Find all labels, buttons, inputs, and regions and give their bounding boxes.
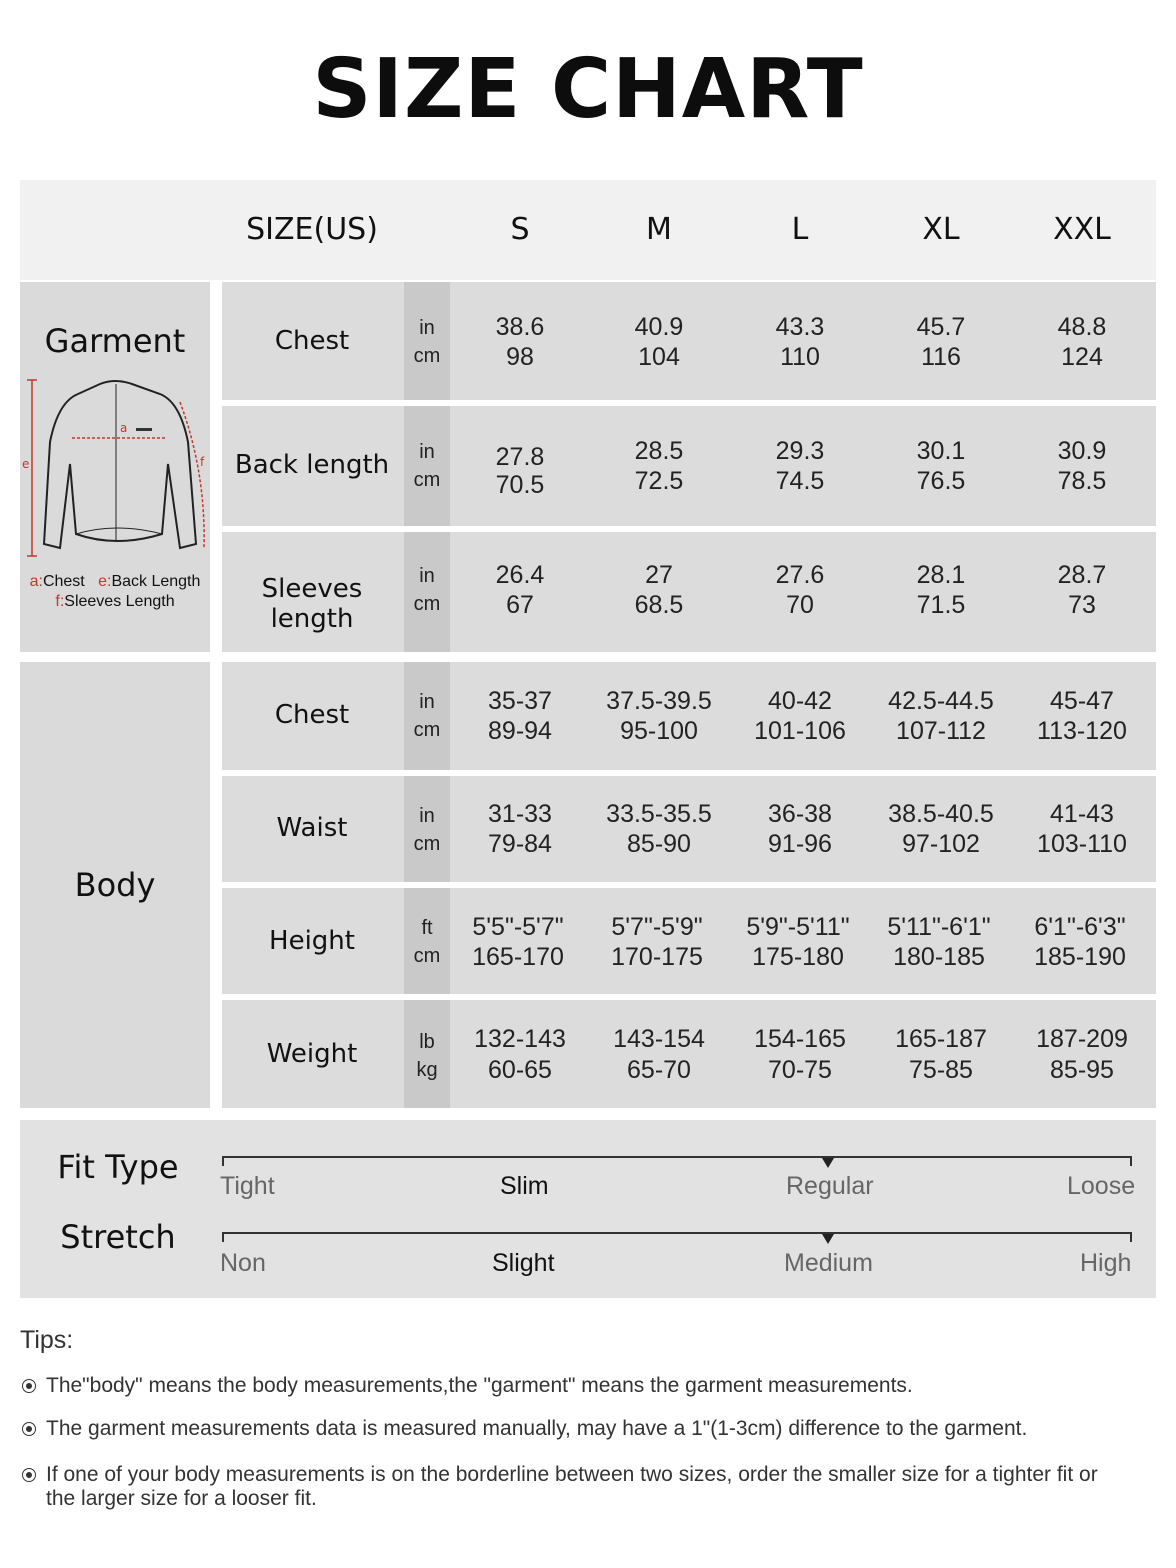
legend-key-e: e: [98, 573, 112, 590]
cell-value: 107-112 [896, 717, 986, 745]
cell-value: 5'11"-6'1" [887, 913, 991, 941]
fit-option: Tight [220, 1172, 275, 1200]
cell-value: 71.5 [916, 591, 966, 619]
cell-value: 30.9 [1057, 437, 1107, 465]
unit-primary: ft [421, 917, 433, 939]
cell-value: 175-180 [752, 943, 844, 971]
cell-value: 91-96 [768, 830, 832, 858]
diagram-letter-e: e [22, 457, 30, 471]
legend-key-f: f: [55, 593, 65, 610]
tip-item [22, 1417, 1162, 1441]
cell-value: 40-42 [768, 687, 832, 715]
cell-value: 42.5-44.5 [888, 687, 994, 715]
unit-primary: in [419, 691, 435, 713]
cell-value: 165-187 [895, 1025, 987, 1053]
cell-value: 40.9 [634, 313, 684, 341]
cell-value: 79-84 [488, 830, 552, 858]
cell-value: 45-47 [1050, 687, 1114, 715]
fit-option: Loose [1067, 1172, 1136, 1200]
cell-value: 85-95 [1050, 1056, 1114, 1084]
cell-value: 73 [1068, 591, 1096, 619]
cell-value: 27.8 [495, 443, 545, 471]
stretch-label: Stretch [60, 1218, 176, 1256]
cell-value: 5'5"-5'7" [472, 913, 564, 941]
diagram-legend [20, 572, 210, 612]
cell-value: 29.3 [775, 437, 825, 465]
cell-value: 104 [638, 343, 680, 371]
cell-value: 27.6 [775, 561, 825, 589]
cell-value: 72.5 [634, 467, 684, 495]
cell-value: 85-90 [627, 830, 691, 858]
bullet-icon [22, 1468, 36, 1482]
cell-value: 70-75 [768, 1056, 832, 1084]
legend-text-f: Sleeves Length [64, 593, 175, 610]
cell-value: 185-190 [1034, 943, 1126, 971]
size-xl-header: XL [922, 212, 960, 247]
diagram-letter-f: f [200, 455, 205, 469]
cell-value: 5'9"-5'11" [746, 913, 850, 941]
cell-value: 165-170 [472, 943, 564, 971]
cell-value: 60-65 [488, 1056, 552, 1084]
fit-marker-icon [822, 1158, 834, 1168]
tips-title: Tips: [20, 1326, 74, 1354]
row-label-waist: Waist [276, 813, 348, 843]
cell-value: 31-33 [488, 800, 552, 828]
cell-value: 33.5-35.5 [606, 800, 712, 828]
bullet-icon [22, 1379, 36, 1393]
cell-value: 48.8 [1057, 313, 1107, 341]
bullet-icon [22, 1422, 36, 1436]
cell-value: 37.5-39.5 [606, 687, 712, 715]
cell-value: 132-143 [474, 1025, 566, 1053]
cell-value: 97-102 [902, 830, 980, 858]
size-s-header: S [510, 212, 530, 247]
fit-option: Regular [786, 1172, 874, 1200]
cell-value: 187-209 [1036, 1025, 1128, 1053]
size-m-header: M [646, 212, 672, 247]
cell-value: 180-185 [893, 943, 985, 971]
cell-value: 5'7"-5'9" [611, 913, 703, 941]
cell-value: 67 [506, 591, 534, 619]
cell-value: 70.5 [495, 471, 545, 499]
cell-value: 36-38 [768, 800, 832, 828]
cell-value: 76.5 [916, 467, 966, 495]
unit-primary: in [419, 565, 435, 587]
cell-value: 6'1"-6'3" [1034, 913, 1126, 941]
row-label-weight: Weight [266, 1039, 358, 1069]
cell-value: 65-70 [627, 1056, 691, 1084]
row-label-height: Height [269, 926, 355, 956]
fit-type-scale [222, 1156, 1132, 1158]
cell-value: 98 [506, 343, 534, 371]
cell-value: 89-94 [488, 717, 552, 745]
unit-secondary: kg [416, 1059, 438, 1081]
fit-option: Slim [500, 1172, 549, 1200]
stretch-option: High [1080, 1249, 1132, 1277]
page-title: SIZE CHART [312, 42, 864, 137]
stretch-marker-icon [822, 1234, 834, 1244]
cell-value: 103-110 [1037, 830, 1127, 858]
tip-text: The"body" means the body measurements,the "garment" means the garment measurements. [46, 1374, 913, 1397]
cell-value: 26.4 [495, 561, 545, 589]
cell-value: 78.5 [1057, 467, 1107, 495]
cell-value: 27 [645, 561, 673, 589]
unit-primary: in [419, 317, 435, 339]
unit-secondary: cm [413, 345, 441, 367]
cell-value: 38.6 [495, 313, 545, 341]
fit-type-label: Fit Type [57, 1148, 179, 1186]
cell-value: 41-43 [1050, 800, 1114, 828]
cell-value: 124 [1061, 343, 1103, 371]
cell-value: 74.5 [775, 467, 825, 495]
body-label: Body [74, 866, 156, 904]
stretch-option: Medium [784, 1249, 873, 1277]
cell-value: 116 [921, 343, 961, 371]
row-label-chest: Chest [274, 326, 350, 356]
cell-value: 68.5 [634, 591, 684, 619]
unit-secondary: cm [413, 469, 441, 491]
unit-secondary: cm [413, 945, 441, 967]
size-us-header: SIZE(US) [246, 212, 378, 247]
cell-value: 35-37 [488, 687, 552, 715]
stretch-option: Slight [492, 1249, 555, 1277]
cell-value: 101-106 [754, 717, 846, 745]
stretch-scale [222, 1232, 1132, 1234]
cell-value: 110 [780, 343, 820, 371]
cell-value: 143-154 [613, 1025, 705, 1053]
cell-value: 154-165 [754, 1025, 846, 1053]
legend-text-a: Chest [42, 573, 85, 590]
unit-primary: in [419, 441, 435, 463]
tip-text: The garment measurements data is measured manually, may have a 1"(1-3cm) difference to the garment. [46, 1417, 1028, 1440]
cell-value: 38.5-40.5 [888, 800, 994, 828]
cell-value: 43.3 [775, 313, 825, 341]
unit-secondary: cm [413, 593, 441, 615]
cell-value: 30.1 [916, 437, 966, 465]
unit-secondary: cm [413, 833, 441, 855]
tip-item [22, 1374, 1162, 1398]
unit-secondary: cm [413, 719, 441, 741]
cell-value: 28.7 [1057, 561, 1107, 589]
cell-value: 28.5 [634, 437, 684, 465]
legend-text-e: Back Length [111, 573, 201, 590]
stretch-option: Non [220, 1249, 266, 1277]
legend-key-a: a: [29, 573, 43, 590]
cell-value: 28.1 [916, 561, 966, 589]
cell-value: 45.7 [916, 313, 966, 341]
size-l-header: L [791, 212, 809, 247]
garment-label: Garment [44, 322, 186, 360]
row-label-sleeves-length: Sleeves length [261, 574, 363, 634]
tip-text: If one of your body measurements is on the borderline between two sizes, order the smaller size for a tighter fit or the larger size for a looser fit. [46, 1463, 1098, 1510]
cell-value: 113-120 [1037, 717, 1127, 745]
size-xxl-header: XXL [1053, 212, 1111, 247]
cell-value: 75-85 [909, 1056, 973, 1084]
diagram-letter-a: a [120, 421, 128, 435]
unit-primary: lb [419, 1031, 435, 1053]
tip-item [22, 1463, 1106, 1511]
cell-value: 70 [786, 591, 814, 619]
unit-primary: in [419, 805, 435, 827]
cell-value: 170-175 [611, 943, 703, 971]
jersey-diagram-icon [20, 372, 210, 564]
row-label-back-length: Back length [234, 450, 390, 480]
row-label-body-chest: Chest [274, 700, 350, 730]
cell-value: 95-100 [620, 717, 698, 745]
fit-stretch-band [20, 1120, 1156, 1298]
